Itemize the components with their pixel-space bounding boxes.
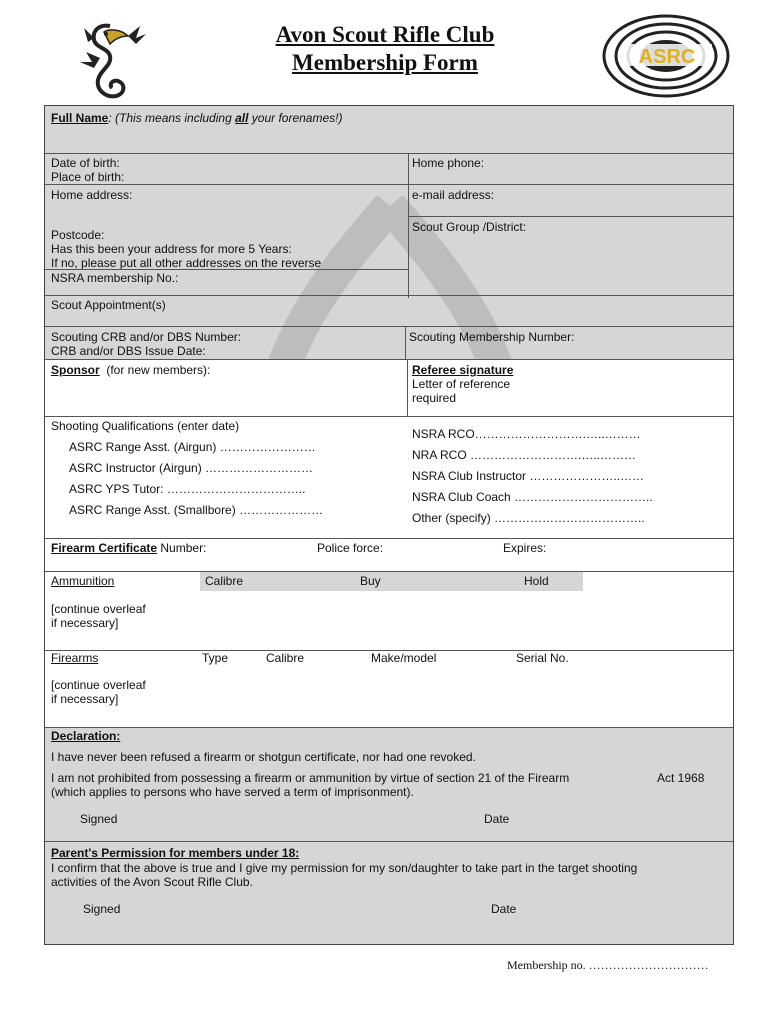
shooting-qualifications-label: Shooting Qualifications (enter date) xyxy=(51,419,240,433)
home-phone-label: Home phone: xyxy=(412,156,485,170)
continue-overleaf-note: if necessary] xyxy=(51,616,119,630)
type-label: Type xyxy=(202,651,229,665)
continue-overleaf-note: [continue overleaf xyxy=(51,678,146,692)
referee-signature-label: Referee signature xyxy=(412,363,514,377)
referee-note-line2: required xyxy=(412,391,457,405)
parent-permission-line: activities of the Avon Scout Rifle Club. xyxy=(51,875,253,889)
firearm-certificate-label: Firearm Certificate Number: xyxy=(51,541,207,555)
full-name-label: Full Name: (This means including all your forenames!) xyxy=(51,111,343,125)
police-force-label: Police force: xyxy=(317,541,384,555)
asrc-logo-text: ASRC xyxy=(638,46,696,68)
scout-group-label: Scout Group /District: xyxy=(412,220,527,234)
declaration-line: I have never been refused a firearm or shotgun certificate, nor had one revoked. xyxy=(51,750,476,764)
nsra-membership-label: NSRA membership No.: xyxy=(51,271,179,285)
expires-label: Expires: xyxy=(503,541,547,555)
form-title: Avon Scout Rifle Club xyxy=(275,22,495,47)
asrc-target-logo-icon xyxy=(600,14,730,98)
declaration-heading: Declaration: xyxy=(51,729,121,743)
declaration-act: Act 1968 xyxy=(657,771,705,785)
continue-overleaf-note: if necessary] xyxy=(51,692,119,706)
hold-label: Hold xyxy=(524,574,549,588)
calibre-label: Calibre xyxy=(205,574,244,588)
qual-right-item: NSRA Club Coach …………………………….. xyxy=(412,490,653,504)
continue-overleaf-note: [continue overleaf xyxy=(51,602,146,616)
address-duration-label: Has this been your address for more 5 Years: xyxy=(51,242,292,256)
date-label: Date xyxy=(484,812,510,826)
qual-left-item: ASRC Range Asst. (Smallbore) ………………… xyxy=(69,503,324,517)
buy-label: Buy xyxy=(360,574,381,588)
home-address-label: Home address: xyxy=(51,188,133,202)
scouting-membership-label: Scouting Membership Number: xyxy=(409,330,575,344)
qual-right-item: NRA RCO ……………………….…..……… xyxy=(412,448,637,462)
crb-date-label: CRB and/or DBS Issue Date: xyxy=(51,344,206,358)
calibre-label: Calibre xyxy=(266,651,305,665)
address-note: If no, please put all other addresses on the reverse xyxy=(51,256,322,270)
crb-number-label: Scouting CRB and/or DBS Number: xyxy=(51,330,242,344)
qual-left-item: ASRC Instructor (Airgun) ……………………… xyxy=(69,461,314,475)
qual-right-item: NSRA Club Instructor …………………..…… xyxy=(412,469,645,483)
make-model-label: Make/model xyxy=(371,651,437,665)
membership-number-field: Membership no. ………………………… xyxy=(507,958,709,972)
dob-row[interactable] xyxy=(45,154,733,185)
declaration-line: (which applies to persons who have served a term of imprisonment). xyxy=(51,785,414,799)
ammunition-label: Ammunition xyxy=(51,574,115,588)
signed-label: Signed xyxy=(83,902,121,916)
postcode-label: Postcode: xyxy=(51,228,105,242)
membership-form xyxy=(44,105,734,945)
sponsor-label: Sponsor (for new members): xyxy=(51,363,211,377)
qual-left-item: ASRC YPS Tutor: …………………………….. xyxy=(69,482,306,496)
referee-note-line1: Letter of reference xyxy=(412,377,511,391)
serial-number-label: Serial No. xyxy=(516,651,569,665)
sea-dragon-logo-icon xyxy=(70,18,150,104)
pob-label: Place of birth: xyxy=(51,170,125,184)
date-label: Date xyxy=(491,902,517,916)
firearms-label: Firearms xyxy=(51,651,99,665)
scout-appointment-label: Scout Appointment(s) xyxy=(51,298,166,312)
declaration-line: I am not prohibited from possessing a firearm or ammunition by virtue of section 21 of the Firearm xyxy=(51,771,570,785)
email-label: e-mail address: xyxy=(412,188,495,202)
qual-right-item: Other (specify) ……………………………….. xyxy=(412,511,645,525)
form-subtitle: Membership Form xyxy=(292,50,478,75)
dob-label: Date of birth: xyxy=(51,156,120,170)
parent-permission-heading: Parent's Permission for members under 18: xyxy=(51,846,300,860)
parent-permission-line: I confirm that the above is true and I give my permission for my son/daughter to take part in the target shooting xyxy=(51,861,638,875)
qual-left-item: ASRC Range Asst. (Airgun) …………………… xyxy=(69,440,316,454)
signed-label: Signed xyxy=(80,812,118,826)
qual-right-item: NSRA RCO……………………….…..……… xyxy=(412,427,641,441)
